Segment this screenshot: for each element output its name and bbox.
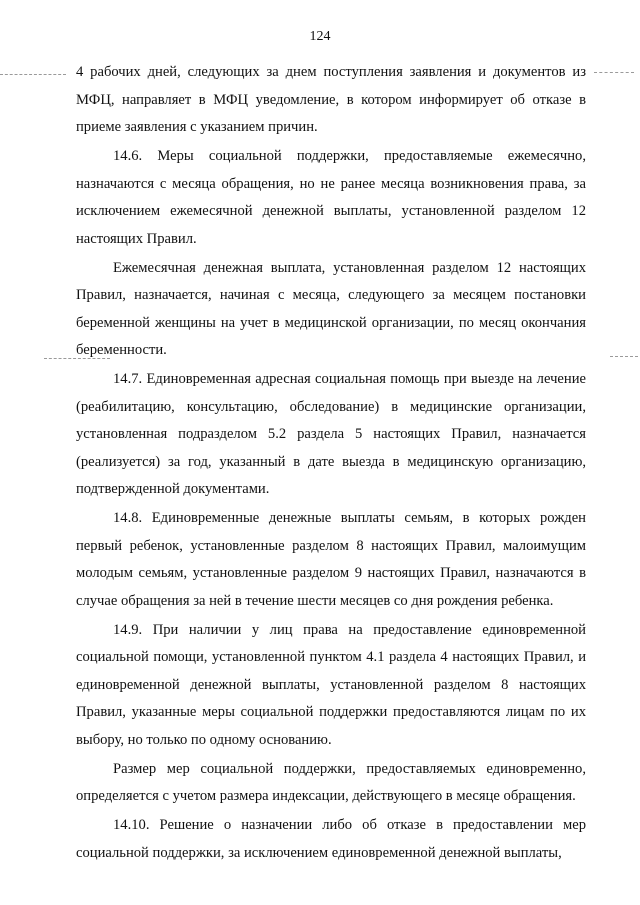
scan-artifact-left-top [0,74,66,75]
paragraph-monthly-payment: Ежемесячная денежная выплата, установленная разделом 12 настоящих Правил, назначается, начиная с месяца, следующего за месяцем постановки беременной женщины на учет в медицинской организации, по месяц окончания беременности. [76,259,586,358]
paragraph-14-6: 14.6. Меры социальной поддержки, предоставляемые ежемесячно, назначаются с месяца обращения, но не ранее месяца возникновения права, за исключением ежемесячной денежной выплаты, установленной разделом 12 настоящих Правил. [76,148,586,247]
scan-artifact-right-mid [610,356,638,357]
document-body [76,59,586,867]
scan-artifact-right-top [594,72,634,73]
paragraph-support-size: Размер мер социальной поддержки, предоставляемых единовременно, определяется с учетом размера индексации, действующего в месяце обращения. [76,760,586,804]
paragraph-14-8: 14.8. Единовременные денежные выплаты семьям, в которых рожден первый ребенок, установленные разделом 8 настоящих Правил, малоимущим молодым семьям, установленные разделом 9 настоящих Правил, назначаются в случае обращения за ней в течение шести месяцев со дня рождения ребенка. [76,510,586,609]
paragraph-14-10: 14.10. Решение о назначении либо об отказе в предоставлении мер социальной поддержки, за исключением единовременной денежной выплаты, [76,817,586,861]
page-number: 124 [309,29,331,44]
paragraph-continuation: 4 рабочих дней, следующих за днем поступления заявления и документов из МФЦ, направляет в МФЦ уведомление, в котором информирует об отказе в приеме заявления с указанием причин. [76,64,586,135]
paragraph-14-7: 14.7. Единовременная адресная социальная помощь при выезде на лечение (реабилитацию, консультацию, обследование) в медицинские организации, установленная подразделом 5.2 раздела 5 настоящих Правил, назначается (реализуется) за год, указанный в дате выезда в медицинскую организацию, подтвержденной документами. [76,371,586,497]
paragraph-14-9: 14.9. При наличии у лиц права на предоставление единовременной социальной помощи, установленной пунктом 4.1 раздела 4 настоящих Правил, и единовременной денежной выплаты, установленной разделом 8 настоящих Правил, указанные меры социальной поддержки предоставляются лицам по их выбору, но только по одному основанию. [76,621,586,748]
